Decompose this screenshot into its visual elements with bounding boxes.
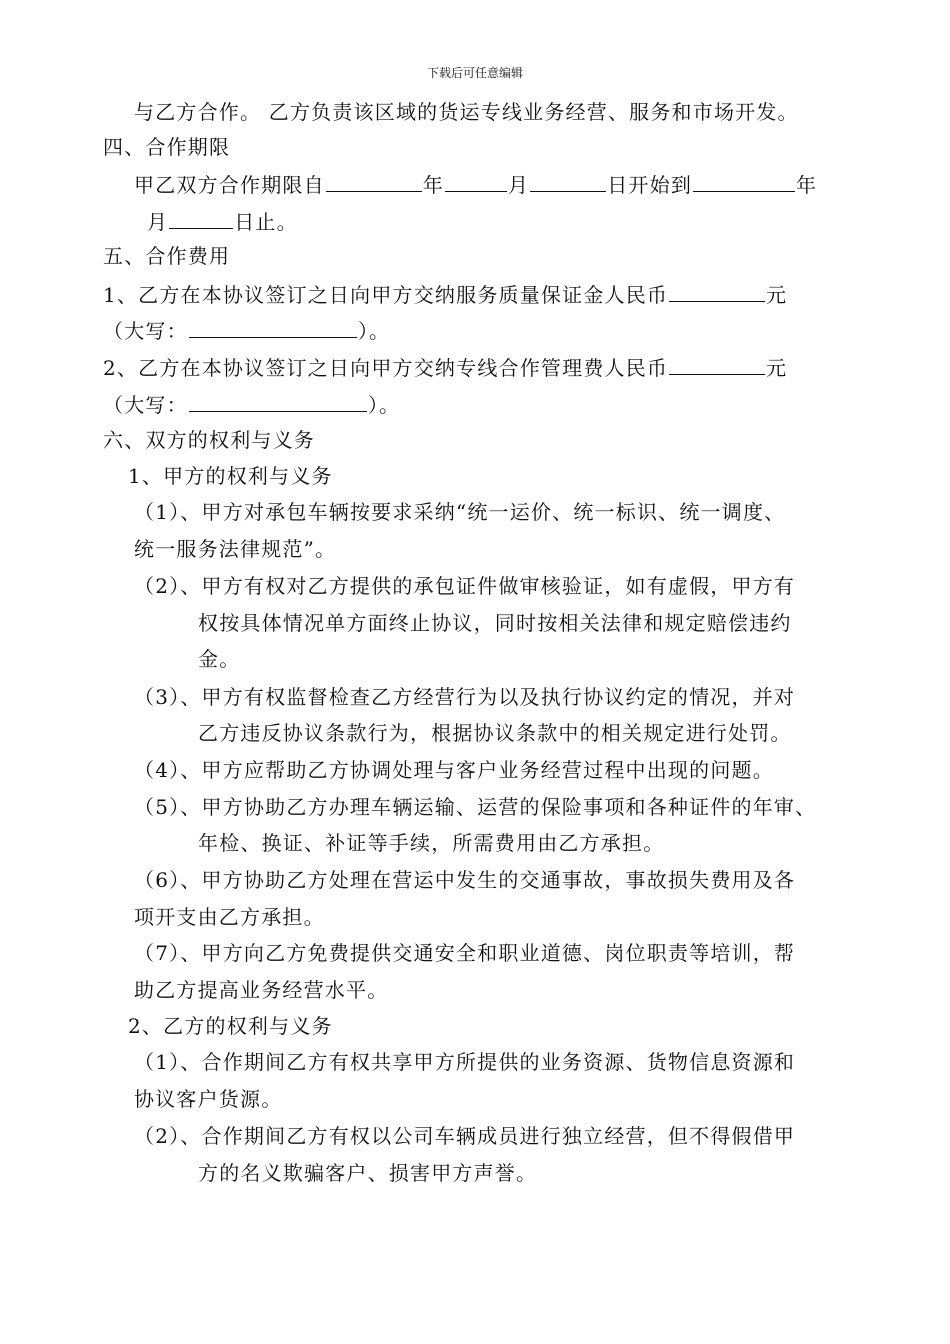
blank-field [693, 171, 795, 192]
text-span: 日开始到 [607, 173, 693, 197]
blank-field [669, 354, 765, 375]
clause-line: （4）、甲方应帮助乙方协调处理与客户业务经营过程中出现的问题。 [134, 758, 774, 782]
subsection-heading: 1、甲方的权利与义务 [128, 464, 333, 488]
text-span: 月 [147, 210, 169, 234]
clause-line: （5）、甲方协助乙方办理车辆运输、运营的保险事项和各种证件的年审、 [134, 795, 817, 819]
page-header: 下载后可任意编辑 [426, 66, 523, 80]
text-span: 年 [422, 173, 445, 197]
blank-field [530, 171, 606, 192]
clause-line: （1）、甲方对承包车辆按要求采纳“统一运价、统一标识、统一调度、 [134, 500, 786, 524]
section-heading-6: 六、双方的权利与义务 [103, 428, 315, 452]
fee-line-1-capital [103, 317, 390, 344]
clause-line: 方的名义欺骗客户、损害甲方声誉。 [198, 1161, 538, 1185]
fee-line-2 [103, 354, 787, 381]
clause-line: 权按具体情况单方面终止协议，同时按相关法律和规定赔偿违约 [198, 611, 792, 635]
blank-field [189, 391, 367, 412]
blank-field [669, 281, 765, 302]
term-line-2 [147, 208, 298, 235]
clause-line: （6）、甲方协助乙方处理在营运中发生的交通事故，事故损失费用及各 [134, 868, 796, 892]
text-span: 元 [766, 356, 788, 380]
fee-line-2-capital [103, 391, 400, 418]
section-heading-4: 四、合作期限 [103, 135, 231, 159]
subsection-heading: 2、乙方的权利与义务 [128, 1014, 333, 1038]
section-heading-5: 五、合作费用 [103, 244, 231, 268]
text-span: （大写： [103, 319, 188, 343]
clause-line: 金。 [198, 647, 241, 671]
text-line: 与乙方合作。 乙方负责该区域的货运专线业务经营、服务和市场开发。 [134, 100, 799, 124]
text-span: 元 [766, 283, 788, 307]
clause-line: （1）、合作期间乙方有权共享甲方所提供的业务资源、货物信息资源和 [134, 1050, 796, 1074]
clause-line: （2）、甲方有权对乙方提供的承包证件做审核验证，如有虚假，甲方有 [134, 574, 796, 598]
text-span: 2、乙方在本协议签订之日向甲方交纳专线合作管理费人民币 [103, 356, 669, 380]
clause-line: （2）、合作期间乙方有权以公司车辆成员进行独立经营，但不得假借甲 [134, 1124, 796, 1148]
clause-line: 乙方违反协议条款行为，根据协议条款中的相关规定进行处罚。 [198, 721, 792, 745]
text-span: 甲乙双方合作期限自 [134, 173, 325, 197]
text-span: 1、乙方在本协议签订之日向甲方交纳服务质量保证金人民币 [103, 283, 669, 307]
blank-field [445, 171, 507, 192]
text-span: 月 [508, 173, 530, 197]
blank-field [169, 208, 233, 229]
term-line-1 [134, 171, 817, 198]
blank-field [189, 317, 357, 338]
text-span: ）。 [357, 319, 391, 343]
clause-line: 年检、换证、补证等手续，所需费用由乙方承担。 [198, 831, 665, 855]
text-span: （大写： [103, 393, 188, 417]
clause-line: 助乙方提高业务经营水平。 [134, 978, 389, 1002]
clause-line: （7）、甲方向乙方免费提供交通安全和职业道德、岗位职责等培训，帮 [134, 941, 796, 965]
text-span: 日止。 [234, 210, 298, 234]
clause-line: 统一服务法律规范”。 [134, 537, 337, 561]
clause-line: 协议客户货源。 [134, 1087, 283, 1111]
clause-line: （3）、甲方有权监督检查乙方经营行为以及执行协议约定的情况，并对 [134, 685, 796, 709]
text-span: 年 [796, 173, 818, 197]
blank-field [326, 171, 422, 192]
fee-line-1 [103, 281, 787, 308]
clause-line: 项开支由乙方承担。 [134, 905, 325, 929]
text-span: ）。 [367, 393, 401, 417]
